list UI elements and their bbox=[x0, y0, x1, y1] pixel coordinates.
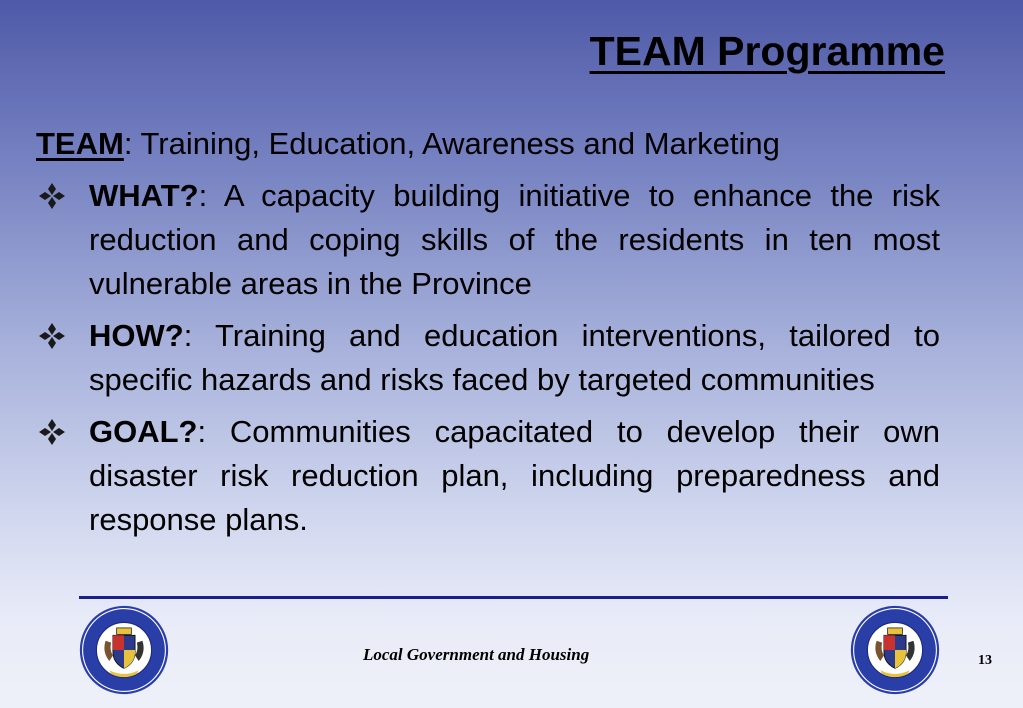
bullet-text: : A capacity building initiative to enhance the risk reduction and coping skills of the residents in ten most vulnerable areas in the Province bbox=[89, 178, 940, 301]
coat-of-arms-logo-icon bbox=[849, 604, 941, 696]
bullet-what bbox=[36, 174, 940, 306]
footer-divider bbox=[79, 596, 948, 599]
slide-body bbox=[36, 122, 940, 542]
footer-department: Local Government and Housing bbox=[363, 645, 590, 664]
subtitle-term: TEAM bbox=[36, 126, 124, 161]
bullet-goal bbox=[36, 410, 940, 542]
page-number: 13 bbox=[978, 653, 992, 668]
subtitle-definition: : Training, Education, Awareness and Marketing bbox=[123, 126, 780, 161]
subtitle bbox=[36, 122, 940, 166]
slide-title: TEAM Programme bbox=[589, 28, 945, 74]
bullet-text: : Training and education interventions, tailored to specific hazards and risks faced by targeted communities bbox=[89, 318, 940, 397]
diamond-bullet-icon bbox=[36, 180, 68, 212]
bullet-heading: WHAT? bbox=[89, 178, 199, 213]
diamond-bullet-icon bbox=[36, 320, 68, 352]
bullet-heading: HOW? bbox=[89, 318, 184, 353]
bullet-text: : Communities capacitated to develop their own disaster risk reduction plan, including preparedness and response plans. bbox=[89, 414, 940, 537]
coat-of-arms-logo-icon bbox=[78, 604, 170, 696]
bullet-how bbox=[36, 314, 940, 402]
bullet-heading: GOAL? bbox=[89, 414, 198, 449]
diamond-bullet-icon bbox=[36, 416, 68, 448]
